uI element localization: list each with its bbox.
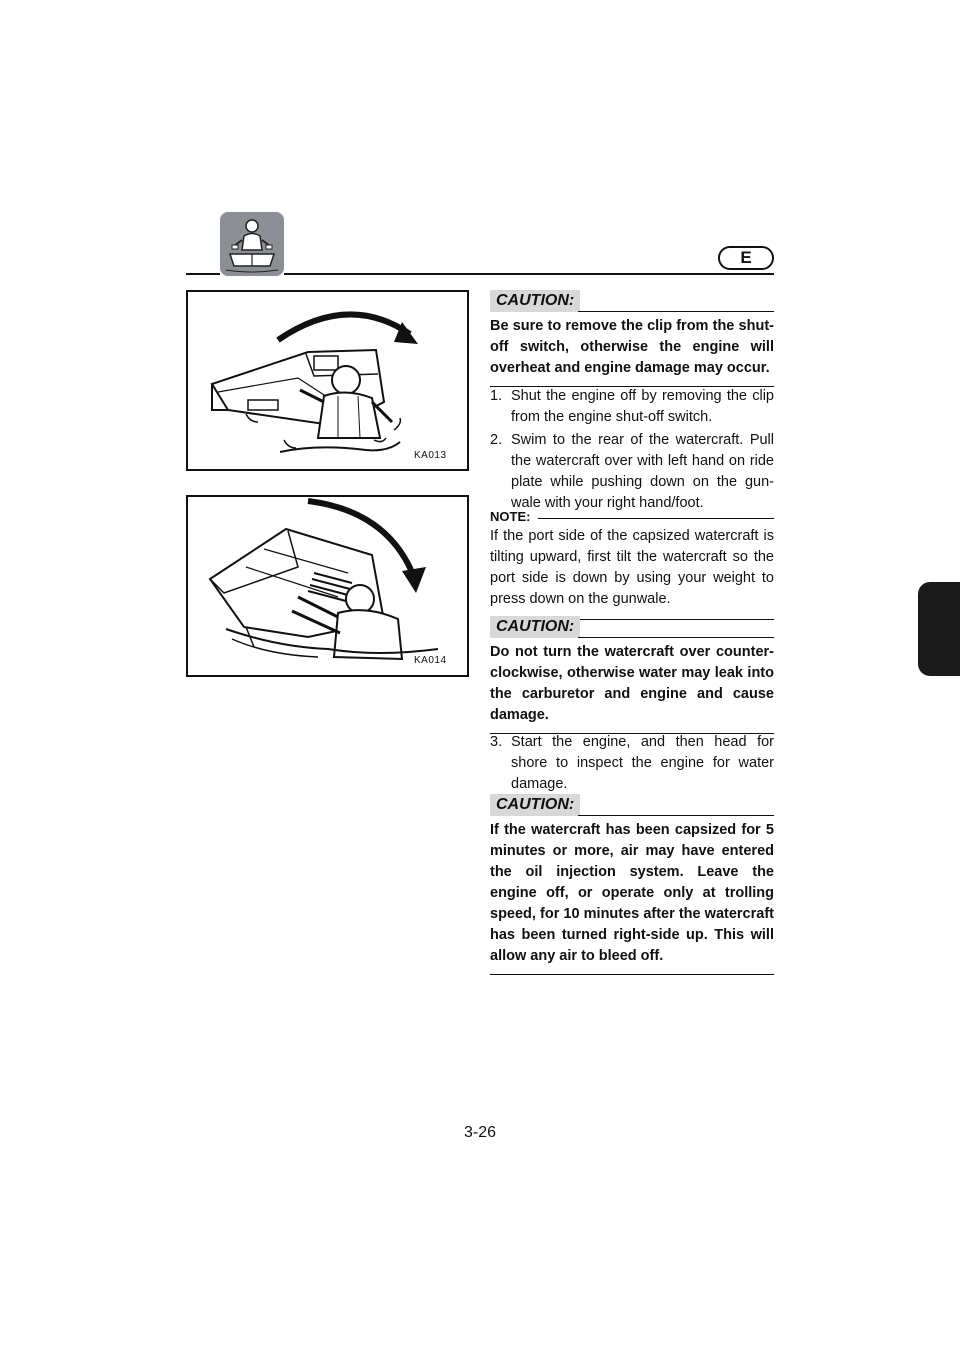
caution-label: CAUTION: [490, 290, 580, 312]
note-block [490, 508, 774, 620]
caution-label: CAUTION: [490, 616, 580, 638]
steps-list-a [490, 386, 774, 514]
step-text: Start the engine, and then head for shore to inspect the engine for water damage. [511, 734, 774, 792]
caution-text: If the watercraft has been capsized for 5 minutes or more, air may have entered the oil injection system. Leave the engine off, or operate only at trolling speed, for 10 minutes after the watercraft has been turned right-side up. This will allow any air to bleed off. [490, 822, 774, 964]
caution-block-2 [490, 616, 774, 734]
watercraft-rider-icon [220, 212, 284, 276]
caution-block-3 [490, 794, 774, 975]
caution-heading [490, 616, 774, 642]
caution-label: CAUTION: [490, 794, 580, 816]
figure-code: KA014 [414, 655, 447, 666]
steps-list-b [490, 732, 774, 795]
caution-block-1 [490, 290, 774, 387]
step-item [490, 386, 774, 428]
figure-code: KA013 [414, 450, 447, 461]
language-badge: E [718, 246, 774, 270]
caution-text: Be sure to remove the clip from the shut-off switch, otherwise the engine will overheat and engine damage may occur. [490, 318, 774, 376]
figure-push-down-gunwale [186, 495, 469, 677]
caution-heading [490, 794, 774, 820]
note-label: NOTE: [490, 509, 531, 524]
step-item [490, 430, 774, 514]
note-heading [490, 508, 774, 526]
capsized-watercraft-illustration-2 [188, 497, 467, 675]
step-number: 3. [490, 734, 503, 750]
step-number: 1. [490, 388, 503, 404]
chapter-side-tab [918, 582, 960, 676]
caution-text: Do not turn the watercraft over counter-clockwise, otherwise water may leak into the carburetor and engine and cause damage. [490, 644, 774, 723]
step-text: Swim to the rear of the watercraft. Pull the watercraft over with left hand on ride plate while pushing down on the gun-wale with your right hand/foot. [511, 432, 774, 511]
caution-heading [490, 290, 774, 316]
caution-end-rule [490, 974, 774, 975]
note-text: If the port side of the capsized watercraft is tilting upward, first tilt the watercraft so the port side is down by using your weight to press down on the gunwale. [490, 528, 774, 607]
step-item [490, 732, 774, 795]
step-text: Shut the engine off by removing the clip from the engine shut-off switch. [511, 388, 774, 425]
page-number: 3-26 [463, 1124, 497, 1141]
figure-pull-watercraft-over [186, 290, 469, 471]
heading-rule [578, 311, 774, 312]
capsized-watercraft-illustration-1 [188, 292, 467, 469]
step-number: 2. [490, 432, 503, 448]
heading-rule [578, 637, 774, 638]
heading-rule [578, 815, 774, 816]
heading-rule [538, 518, 774, 519]
section-icon [220, 212, 284, 276]
